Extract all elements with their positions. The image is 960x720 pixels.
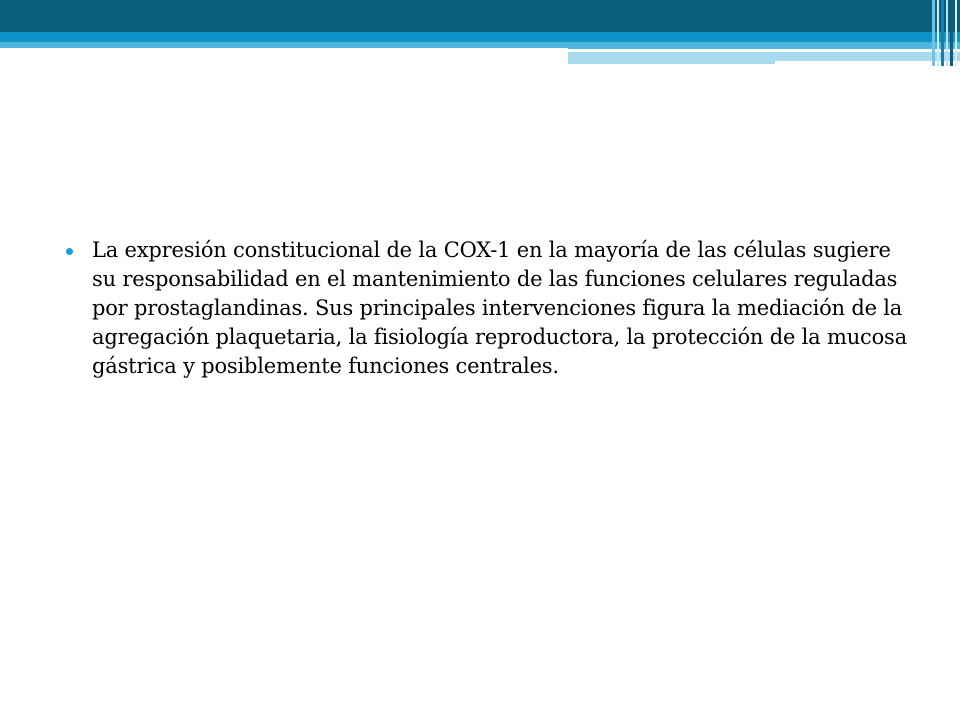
edge-strip <box>950 0 953 66</box>
bullet-text: La expresión constitucional de la COX-1 en la mayoría de las células sugiere su responsabilidad en el mantenimiento de las funciones celulares reguladas por prostaglandinas. Sus principales intervenciones figura la mediación de la agregación plaquetaria, la fisiología reproductora, la protección de la mucosa gástrica y posiblemente funciones centrales. <box>92 238 907 378</box>
header-band-light-left <box>0 42 568 48</box>
header-band-light-right <box>568 42 960 49</box>
bullet-dot-icon <box>66 248 73 255</box>
slide-body <box>64 236 914 381</box>
edge-strip <box>932 0 935 66</box>
edge-strip <box>941 0 944 66</box>
edge-strip <box>946 0 948 66</box>
edge-strip <box>955 0 957 66</box>
bullet-item <box>64 236 914 381</box>
edge-strip <box>937 0 939 66</box>
header-band-mid <box>0 32 960 42</box>
header-band-dark <box>0 0 960 32</box>
